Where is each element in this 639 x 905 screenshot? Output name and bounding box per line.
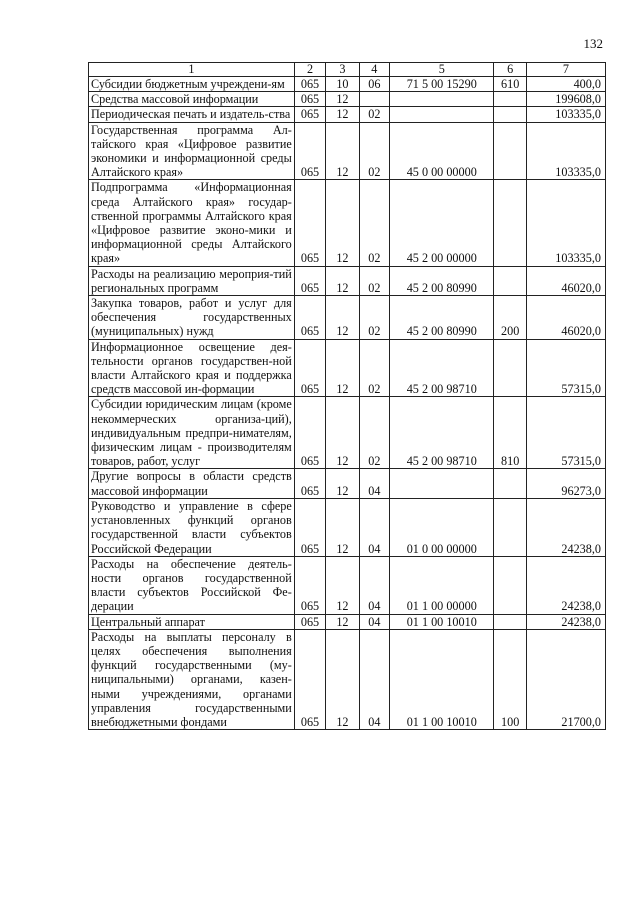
- amount-cell: 96273,0: [526, 469, 605, 498]
- expense-type-cell: [494, 339, 526, 397]
- department-code-cell: 065: [294, 77, 325, 92]
- department-code-cell: 065: [294, 180, 325, 266]
- subsection-cell: 02: [359, 180, 389, 266]
- table-row: [89, 266, 606, 295]
- expense-type-cell: [494, 122, 526, 180]
- table-row: [89, 180, 606, 266]
- row-name-cell: Другие вопросы в области средств массовой информации: [89, 469, 295, 498]
- expense-type-cell: 610: [494, 77, 526, 92]
- subsection-cell: 02: [359, 397, 389, 469]
- row-name-cell: Информационное освещение дея-тельности органов государствен-ной власти Алтайского края и поддержка средств массовой ин-формации: [89, 339, 295, 397]
- subsection-cell: 02: [359, 339, 389, 397]
- table-row: [89, 629, 606, 729]
- department-code-cell: 065: [294, 122, 325, 180]
- row-name-cell: Расходы на выплаты персоналу в целях обеспечения выполнения функций государственными (му-ниципальными) органами, казен-ными учреждениями, органами управления государственными внебюджетными фондами: [89, 629, 295, 729]
- amount-cell: 400,0: [526, 77, 605, 92]
- department-code-cell: 065: [294, 397, 325, 469]
- table-row: [89, 498, 606, 556]
- section-cell: 12: [326, 122, 359, 180]
- department-code-cell: 065: [294, 629, 325, 729]
- target-article-cell: [390, 107, 494, 122]
- target-article-cell: 45 2 00 98710: [390, 397, 494, 469]
- row-name-cell: Расходы на реализацию мероприя-тий региональных программ: [89, 266, 295, 295]
- target-article-cell: 01 1 00 10010: [390, 614, 494, 629]
- amount-cell: 199608,0: [526, 92, 605, 107]
- table-row: [89, 614, 606, 629]
- amount-cell: 103335,0: [526, 107, 605, 122]
- subsection-cell: 06: [359, 77, 389, 92]
- expense-type-cell: 810: [494, 397, 526, 469]
- header-cell: 1: [89, 63, 295, 77]
- amount-cell: 46020,0: [526, 266, 605, 295]
- expense-type-cell: [494, 469, 526, 498]
- row-name-cell: Государственная программа Ал-тайского края «Цифровое развитие экономики и информационной среды Алтайского края»: [89, 122, 295, 180]
- row-name-cell: Средства массовой информации: [89, 92, 295, 107]
- department-code-cell: 065: [294, 556, 325, 614]
- amount-cell: 103335,0: [526, 122, 605, 180]
- subsection-cell: 04: [359, 469, 389, 498]
- section-cell: 12: [326, 180, 359, 266]
- row-name-cell: Субсидии бюджетным учреждени-ям: [89, 77, 295, 92]
- section-cell: 12: [326, 339, 359, 397]
- section-cell: 12: [326, 107, 359, 122]
- row-name-cell: Руководство и управление в сфере установленных функций органов государственной власти субъектов Российской Федерации: [89, 498, 295, 556]
- header-cell: 4: [359, 63, 389, 77]
- section-cell: 12: [326, 629, 359, 729]
- target-article-cell: 45 2 00 80990: [390, 266, 494, 295]
- amount-cell: 103335,0: [526, 180, 605, 266]
- amount-cell: 57315,0: [526, 339, 605, 397]
- section-cell: 12: [326, 556, 359, 614]
- header-cell: 7: [526, 63, 605, 77]
- section-cell: 12: [326, 469, 359, 498]
- section-cell: 12: [326, 498, 359, 556]
- department-code-cell: 065: [294, 107, 325, 122]
- target-article-cell: 01 1 00 10010: [390, 629, 494, 729]
- table-row: [89, 92, 606, 107]
- department-code-cell: 065: [294, 92, 325, 107]
- row-name-cell: Субсидии юридическим лицам (кроме некоммерческих организа-ций), индивидуальным предпри-нимателям, физическим лицам - производителям товаров, работ, услуг: [89, 397, 295, 469]
- target-article-cell: 45 2 00 00000: [390, 180, 494, 266]
- row-name-cell: Закупка товаров, работ и услуг для обеспечения государственных (муниципальных) нужд: [89, 296, 295, 340]
- amount-cell: 24238,0: [526, 498, 605, 556]
- amount-cell: 24238,0: [526, 556, 605, 614]
- expense-type-cell: [494, 180, 526, 266]
- table-body: [89, 77, 606, 730]
- row-name-cell: Центральный аппарат: [89, 614, 295, 629]
- row-name-cell: Расходы на обеспечение деятель-ности органов государственной власти субъектов Российской Фе-дерации: [89, 556, 295, 614]
- table-header-row: [89, 63, 606, 77]
- section-cell: 10: [326, 77, 359, 92]
- subsection-cell: 02: [359, 266, 389, 295]
- header-cell: 3: [326, 63, 359, 77]
- section-cell: 12: [326, 92, 359, 107]
- header-cell: 2: [294, 63, 325, 77]
- subsection-cell: 02: [359, 122, 389, 180]
- table-row: [89, 469, 606, 498]
- target-article-cell: [390, 469, 494, 498]
- department-code-cell: 065: [294, 498, 325, 556]
- target-article-cell: [390, 92, 494, 107]
- row-name-cell: Подпрограмма «Информационная среда Алтайского края» государ-ственной программы Алтайского края «Цифровое развитие эконо-мики и информационной среды Алтайского края»: [89, 180, 295, 266]
- expense-type-cell: [494, 92, 526, 107]
- table-row: [89, 556, 606, 614]
- expense-type-cell: 100: [494, 629, 526, 729]
- subsection-cell: 04: [359, 498, 389, 556]
- amount-cell: 46020,0: [526, 296, 605, 340]
- row-name-cell: Периодическая печать и издатель-ства: [89, 107, 295, 122]
- table-row: [89, 77, 606, 92]
- section-cell: 12: [326, 266, 359, 295]
- table-row: [89, 397, 606, 469]
- section-cell: 12: [326, 296, 359, 340]
- budget-table: [88, 62, 606, 730]
- department-code-cell: 065: [294, 614, 325, 629]
- header-cell: 5: [390, 63, 494, 77]
- page-number: 132: [583, 36, 603, 51]
- expense-type-cell: [494, 266, 526, 295]
- target-article-cell: 71 5 00 15290: [390, 77, 494, 92]
- target-article-cell: 45 2 00 80990: [390, 296, 494, 340]
- section-cell: 12: [326, 397, 359, 469]
- expense-type-cell: [494, 556, 526, 614]
- subsection-cell: 02: [359, 107, 389, 122]
- target-article-cell: 01 1 00 00000: [390, 556, 494, 614]
- expense-type-cell: 200: [494, 296, 526, 340]
- expense-type-cell: [494, 614, 526, 629]
- subsection-cell: 02: [359, 296, 389, 340]
- expense-type-cell: [494, 498, 526, 556]
- target-article-cell: 45 0 00 00000: [390, 122, 494, 180]
- section-cell: 12: [326, 614, 359, 629]
- subsection-cell: 04: [359, 556, 389, 614]
- table-row: [89, 339, 606, 397]
- table-row: [89, 296, 606, 340]
- target-article-cell: 01 0 00 00000: [390, 498, 494, 556]
- target-article-cell: 45 2 00 98710: [390, 339, 494, 397]
- department-code-cell: 065: [294, 339, 325, 397]
- subsection-cell: [359, 92, 389, 107]
- header-cell: 6: [494, 63, 526, 77]
- department-code-cell: 065: [294, 266, 325, 295]
- amount-cell: 24238,0: [526, 614, 605, 629]
- department-code-cell: 065: [294, 296, 325, 340]
- table-row: [89, 107, 606, 122]
- department-code-cell: 065: [294, 469, 325, 498]
- table-row: [89, 122, 606, 180]
- amount-cell: 57315,0: [526, 397, 605, 469]
- amount-cell: 21700,0: [526, 629, 605, 729]
- expense-type-cell: [494, 107, 526, 122]
- subsection-cell: 04: [359, 629, 389, 729]
- subsection-cell: 04: [359, 614, 389, 629]
